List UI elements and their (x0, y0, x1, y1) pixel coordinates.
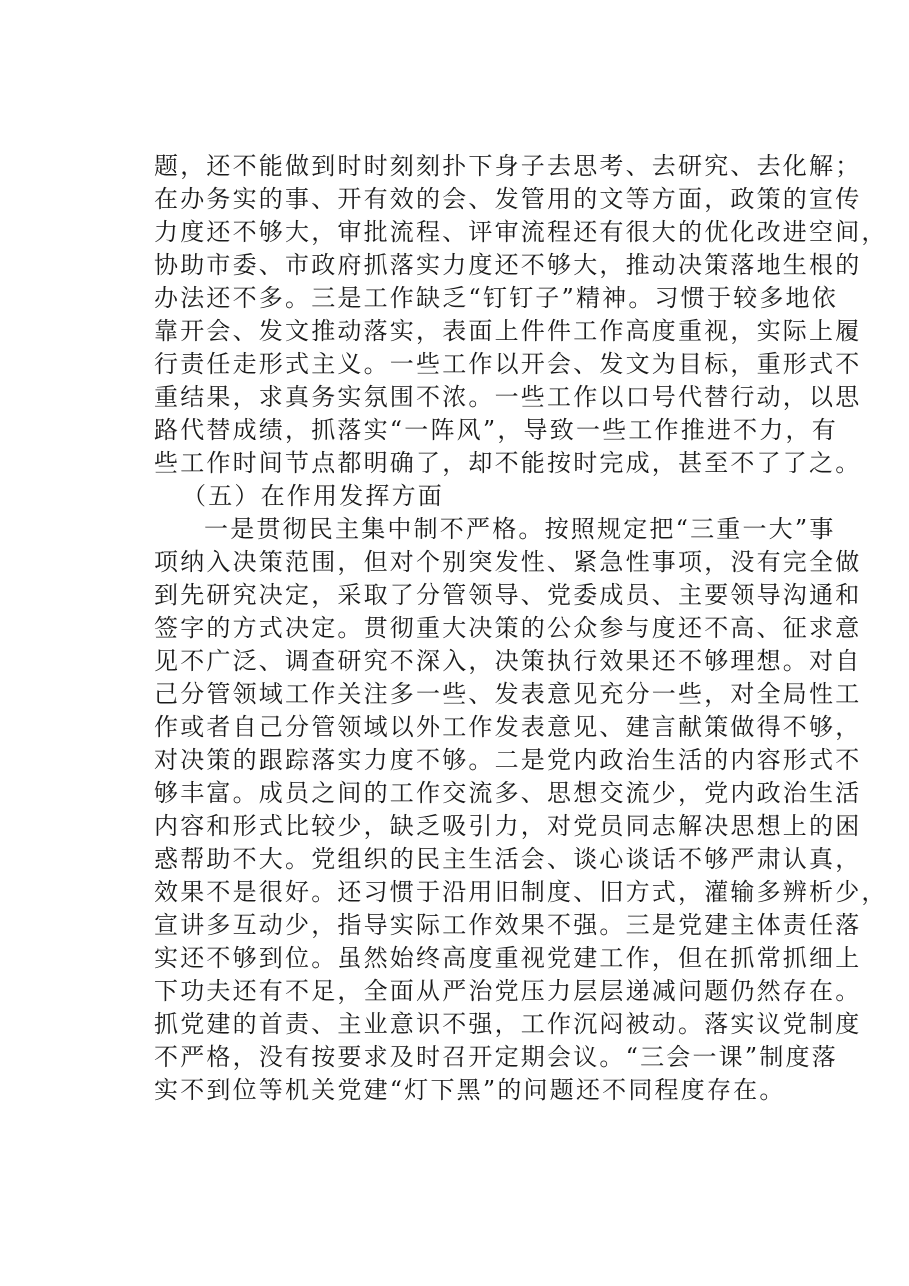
body-text-line: 签字的方式决定。贯彻重大决策的公众参与度还不高、征求意 (154, 614, 862, 642)
paragraph-first-line: 一是贯彻民主集中制不严格。按照规定把“三重一大”事 (204, 515, 836, 543)
body-text-line: 效果不是很好。还习惯于沿用旧制度、旧方式，灌输多辨析少， (154, 878, 888, 906)
body-text-line: 项纳入决策范围，但对个别突发性、紧急性事项，没有完全做 (154, 548, 862, 576)
section-heading: （五）在作用发挥方面 (182, 482, 444, 510)
body-text-line: 到先研究决定，采取了分管领导、党委成员、主要领导沟通和 (154, 581, 862, 609)
body-text-line: 己分管领域工作关注多一些、发表意见充分一些，对全局性工 (154, 680, 862, 708)
body-text-line: 作或者自己分管领域以外工作发表意见、建言献策做得不够， (154, 713, 862, 741)
body-text-line: 不严格，没有按要求及时召开定期会议。“三会一课”制度落 (154, 1043, 838, 1071)
body-text-line: 在办务实的事、开有效的会、发管用的文等方面，政策的宣传 (154, 185, 862, 213)
body-text-line: 对决策的跟踪落实力度不够。二是党内政治生活的内容形式不 (154, 746, 862, 774)
body-text-line: 协助市委、市政府抓落实力度还不够大，推动决策落地生根的 (154, 251, 862, 279)
body-text-line: 够丰富。成员之间的工作交流多、思想交流少，党内政治生活 (154, 779, 862, 807)
body-text-line: 些工作时间节点都明确了，却不能按时完成，甚至不了了之。 (154, 449, 862, 477)
body-text-line: 办法还不多。三是工作缺乏“钉钉子”精神。习惯于较多地依 (154, 284, 838, 312)
body-text-line: 宣讲多互动少，指导实际工作效果不强。三是党建主体责任落 (154, 911, 862, 939)
body-text-line: 见不广泛、调查研究不深入，决策执行效果还不够理想。对自 (154, 647, 862, 675)
body-text-line: 重结果，求真务实氛围不浓。一些工作以口号代替行动，以思 (154, 383, 862, 411)
body-text-line: 惑帮助不大。党组织的民主生活会、谈心谈话不够严肃认真， (154, 845, 862, 873)
body-text-line: 力度还不够大，审批流程、评审流程还有很大的优化改进空间， (154, 218, 888, 246)
body-text-line: 下功夫还有不足，全面从严治党压力层层递减问题仍然存在。 (154, 977, 862, 1005)
body-text-line: 题，还不能做到时时刻刻扑下身子去思考、去研究、去化解； (154, 152, 862, 180)
body-text-line: 内容和形式比较少，缺乏吸引力，对党员同志解决思想上的困 (154, 812, 862, 840)
body-text-line: 路代替成绩，抓落实“一阵风”，导致一些工作推进不力，有 (154, 416, 838, 444)
body-text-line: 抓党建的首责、主业意识不强，工作沉闷被动。落实议党制度 (154, 1010, 862, 1038)
body-text-line: 实还不够到位。虽然始终高度重视党建工作，但在抓常抓细上 (154, 944, 862, 972)
body-text-line: 行责任走形式主义。一些工作以开会、发文为目标，重形式不 (154, 350, 862, 378)
body-text-line: 实不到位等机关党建“灯下黑”的问题还不同程度存在。 (154, 1076, 786, 1104)
body-text-line: 靠开会、发文推动落实，表面上件件工作高度重视，实际上履 (154, 317, 862, 345)
